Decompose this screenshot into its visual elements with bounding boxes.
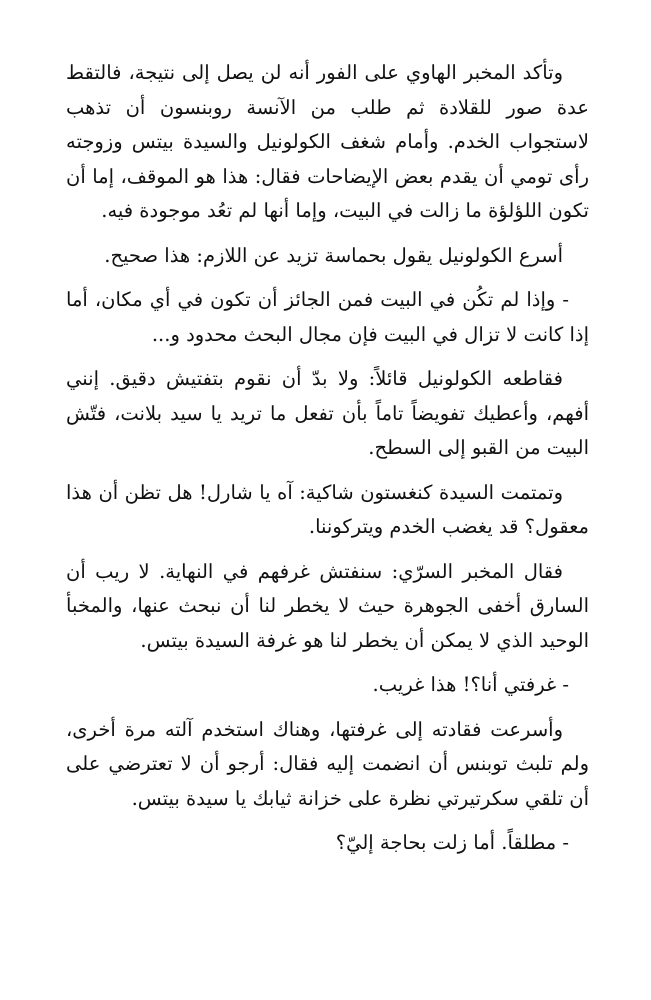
paragraph-8: وأسرعت فقادته إلى غرفتها، وهناك استخدم آلته مرة أخرى، ولم تلبث توبنس أن انضمت إليه فقال: أرجو أن لا تعترضي على أن تلقي سكرتيرتي نظرة على خزانة ثيابك يا سيدة بيتس.	[66, 717, 589, 810]
paragraph-1: وتأكد المخبر الهاوي على الفور أنه لن يصل إلى نتيجة، فالتقط عدة صور للقلادة ثم طلب من الآنسة روبنسون أن تذهب لاستجواب الخدم. وأمام شغف الكولونيل والسيدة بيتس وزوجته رأى تومي أن يقدم بعض الإيضاحات فقال: هذا هو الموقف، إما أن تكون اللؤلؤة ما زالت في البيت، وإما أنها لم تعُد موجودة فيه.	[66, 61, 589, 222]
paragraph-5: وتمتمت السيدة كنغستون شاكية: آه يا شارل! هل تظن أن هذا معقول؟ قد يغضب الخدم ويتركوننا.	[66, 480, 589, 538]
paragraph-7: - غرفتي أنا؟! هذا غريب.	[372, 673, 569, 696]
paragraph-4: فقاطعه الكولونيل قائلاً: ولا بدّ أن نقوم بتفتيش دقيق. إنني أفهم، وأعطيك تفويضاً تاماً بأن تفعل ما تريد يا سيد بلانت، فتّش البيت من القبو إلى السطح.	[66, 367, 589, 459]
paragraph-6: فقال المخبر السرّي: سنفتش غرفهم في النهاية. لا ريب أن السارق أخفى الجوهرة حيث لا يخطر لنا أن نبحث عنها، والمخبأ الوحيد الذي لا يمكن أن يخطر لنا هو غرفة السيدة بيتس.	[66, 559, 589, 652]
paragraph-9: - مطلقاً. أما زلت بحاجة إليّ؟	[335, 831, 569, 854]
paragraph-2: أسرع الكولونيل يقول بحماسة تزيد عن اللازم: هذا صحيح.	[104, 243, 563, 267]
paragraph-3: - وإذا لم تكُن في البيت فمن الجائز أن تكون في أي مكان، أما إذا كانت لا تزال في البيت فإن مجال البحث محدود و...	[66, 288, 589, 346]
